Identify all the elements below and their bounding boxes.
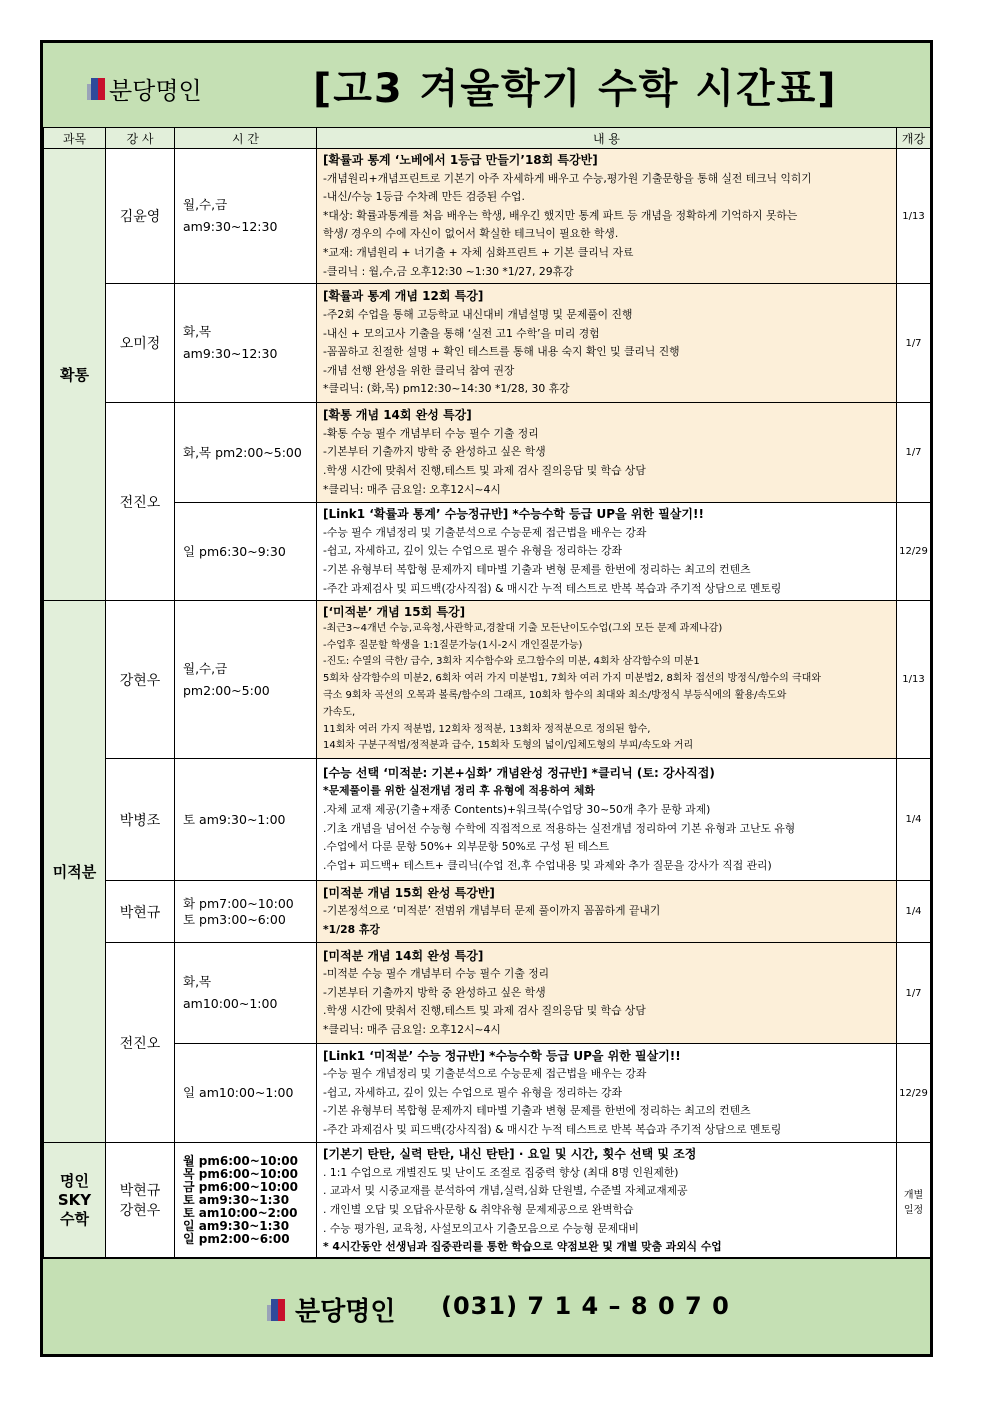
content-cell	[317, 503, 897, 601]
table-row	[44, 403, 931, 503]
table-row	[44, 1143, 931, 1260]
teacher-cell: 박현규 강현우	[106, 1143, 175, 1260]
footer-brand	[271, 1291, 395, 1328]
time-cell	[175, 943, 317, 1044]
time-line: 월,수,금	[183, 197, 228, 213]
phone-number: (031) 7 1 4 – 8 0 7 0	[441, 1292, 730, 1320]
content-line: *문제풀이를 위한 실전개념 정리 후 유형에 적용하여 체화	[323, 784, 595, 798]
content-line: -내신 + 모의고사 기출을 통해 ‘실전 고1 수학’을 미리 경험	[323, 326, 600, 340]
content-line: -기본정석으로 ‘미적분’ 전범위 개념부터 문제 풀이까지 꼼꼼하게 끝내기	[323, 904, 661, 918]
time-line: 월 pm6:00~10:00	[183, 1154, 298, 1169]
time-cell	[175, 601, 317, 759]
course-title: [확률과 통계 개념 12회 특강]	[323, 289, 484, 304]
content-cell	[317, 881, 897, 943]
content-line: -기본 유형부터 복합형 문제까지 테마별 기출과 변형 문제를 한번에 정리하는 최고의 컨텐츠	[323, 562, 751, 576]
course-title: [Link1 ‘미적분’ 수능 정규반] *수능수학 등급 UP을 위한 필살기!!	[323, 1048, 681, 1063]
open-date: 12/29	[897, 503, 931, 601]
footer	[43, 1257, 930, 1354]
course-title: [수능 선택 ‘미적분: 기본+심화’ 개념완성 정규반] *클리닉 (토: 강사직접)	[323, 765, 715, 780]
teacher-cell: 전진오	[106, 403, 175, 601]
content-line: 11회차 여러 가지 적분법, 12회차 정적분, 13회차 정적분으로 정의된 함수,	[323, 723, 651, 735]
content-line: -개념 선행 완성을 위한 클리닉 참여 권장	[323, 363, 515, 377]
col-teacher: 강 사	[106, 128, 175, 149]
content-line: -수능 필수 개념정리 및 기출분석으로 수능문제 접근법을 배우는 강좌	[323, 525, 647, 539]
course-title: [확률과 통계 ‘노베에서 1등급 만들기’18회 특강반]	[323, 153, 598, 167]
time-line: 화,목	[183, 974, 212, 990]
table-row	[44, 503, 931, 601]
footer-brand-name: 분당명인	[295, 1297, 396, 1327]
time-line: 목 pm6:00~10:00	[183, 1167, 298, 1182]
timetable-frame	[40, 40, 933, 1357]
content-cell	[317, 601, 897, 759]
content-line: -클리닉 : 월,수,금 오후12:30 ~1:30 *1/27, 29휴강	[323, 264, 574, 278]
time-line: 일 pm2:00~6:00	[183, 1232, 290, 1247]
time-line: 화,목	[183, 324, 212, 340]
content-line: .기초 개념을 넘어선 수능형 수학에 직접적으로 적용하는 실전개념 정리하여 기본 유형과 고난도 유형	[323, 821, 796, 835]
time-line: 토 am9:30~1:30	[183, 1193, 290, 1208]
table-row	[44, 1044, 931, 1143]
open-date: 1/7	[897, 943, 931, 1044]
brand-logo-icon	[271, 1299, 285, 1321]
content-line: -쉽고, 자세하고, 깊이 있는 수업으로 필수 유형을 정리하는 강좌	[323, 1085, 622, 1099]
content-line: 학생/ 경우의 수에 자신이 없어서 확실한 테크닉이 필요한 학생.	[323, 227, 619, 241]
content-line: -꼼꼼하고 친절한 설명 + 확인 테스트를 통해 내용 숙지 확인 및 클리닉 진행	[323, 345, 680, 359]
content-cell	[317, 403, 897, 503]
open-date: 1/7	[897, 403, 931, 503]
table-row	[44, 601, 931, 759]
time-cell	[175, 759, 317, 881]
time-cell	[175, 503, 317, 601]
col-content: 내 용	[317, 128, 897, 149]
content-line: *교재: 개념원리 + 너기출 + 자체 심화프린트 + 기본 클리닉 자료	[323, 245, 634, 259]
content-line: -기본 유형부터 복합형 문제까지 테마별 기출과 변형 문제를 한번에 정리하는 최고의 컨텐츠	[323, 1104, 751, 1118]
content-line: -주간 과제검사 및 피드백(강사직접) & 매시간 누적 테스트로 반복 복습과 주기적 상담으로 멘토링	[323, 1123, 782, 1137]
open-date: 1/4	[897, 881, 931, 943]
content-line: . 개인별 오답 및 오답유사문항 & 취약유형 문제제공으로 완벽학습	[323, 1202, 634, 1216]
content-cell	[317, 759, 897, 881]
content-line: -수업후 질문할 학생을 1:1질문가능(1시-2시 개인질문가능)	[323, 639, 583, 651]
content-line: -기본부터 기출까지 방학 중 완성하고 싶은 학생	[323, 445, 546, 459]
time-cell	[175, 149, 317, 284]
teacher-cell: 박현규	[106, 881, 175, 943]
content-line: -주간 과제검사 및 피드백(강사직접) & 매시간 누적 테스트로 반복 복습과 주기적 상담으로 멘토링	[323, 581, 782, 595]
subject-cell: 명인 SKY 수학	[44, 1143, 106, 1260]
content-line: *대상: 확률과통계를 처음 배우는 학생, 배우긴 했지만 통계 파트 등 개념을 정확하게 기억하지 못하는	[323, 208, 798, 222]
subject-cell: 미적분	[44, 601, 106, 1143]
content-line: .수업+ 피드백+ 테스트+ 클리닉(수업 전,후 수업내용 및 과제와 추가 질문을 강사가 직접 관리)	[323, 858, 772, 872]
table-row	[44, 759, 931, 881]
page-title: [고3 겨울학기 수학 시간표]	[313, 66, 838, 112]
content-line: -내신/수능 1등급 수차례 만든 검증된 수업.	[323, 190, 525, 204]
open-date: 1/7	[897, 284, 931, 403]
content-line: *클리닉: 매주 금요일: 오후12시~4시	[323, 1023, 501, 1037]
table-row	[44, 881, 931, 943]
content-cell	[317, 284, 897, 403]
table-row	[44, 149, 931, 284]
content-line: -쉽고, 자세하고, 깊이 있는 수업으로 필수 유형을 정리하는 강좌	[323, 544, 622, 558]
content-line: -미적분 수능 필수 개념부터 수능 필수 기출 정리	[323, 967, 550, 981]
content-line: -개념원리+개념프린트로 기본기 아주 자세하게 배우고 수능,평가원 기출문항을 통해 실전 테크닉 익히기	[323, 171, 812, 185]
content-line: -기본부터 기출까지 방학 중 완성하고 싶은 학생	[323, 985, 546, 999]
content-line: 5회차 삼각함수의 미분2, 6회차 여러 가지 미분법1, 7회차 여러 가지 미분법2, 8회차 접선의 방정식/함수의 극대와	[323, 673, 822, 685]
content-line: -최근3~4개년 수능,교육청,사관학교,경찰대 기출 모든난이도수업(그외 모든 문제 과제나감)	[323, 622, 723, 634]
time-line: 화 pm7:00~10:00	[183, 895, 294, 911]
time-cell	[175, 1143, 317, 1260]
time-line: pm2:00~5:00	[183, 682, 270, 698]
course-title: [‘미적분’ 개념 15회 특강]	[323, 605, 466, 620]
table-row	[44, 943, 931, 1044]
content-line: *클리닉: 매주 금요일: 오후12시~4시	[323, 482, 501, 496]
time-cell	[175, 284, 317, 403]
course-title: [미적분 개념 14회 완성 특강]	[323, 948, 484, 963]
time-line: am10:00~1:00	[183, 996, 278, 1012]
subject-cell: 확통	[44, 149, 106, 601]
content-line: . 수능 평가원, 교육청, 사설모의고사 기출모음으로 수능형 문제대비	[323, 1221, 639, 1235]
time-cell	[175, 1044, 317, 1143]
content-line: .자체 교재 제공(기출+재종 Contents)+워크북(수업당 30~50개 추가 문항 과제)	[323, 803, 711, 817]
open-date: 1/13	[897, 149, 931, 284]
content-line: -진도: 수열의 극한/ 급수, 3회차 지수함수와 로그함수의 미분, 4회차 삼각함수의 미분1	[323, 656, 700, 668]
table-row	[44, 284, 931, 403]
teacher-cell: 김윤영	[106, 149, 175, 284]
content-cell	[317, 943, 897, 1044]
open-date: 1/4	[897, 759, 931, 881]
open-date: 개별 일정	[897, 1143, 931, 1260]
teacher-cell: 전진오	[106, 943, 175, 1143]
time-line: 일 am10:00~1:00	[183, 1085, 294, 1101]
content-cell	[317, 1044, 897, 1143]
brand-name: 분당명인	[109, 77, 202, 105]
course-title: [확통 개념 14회 완성 특강]	[323, 408, 472, 423]
time-line: 일 pm6:30~9:30	[183, 543, 286, 559]
time-line: am9:30~12:30	[183, 219, 278, 235]
content-line: . 1:1 수업으로 개별진도 및 난이도 조절로 집중력 향상 (최대 8명 인원제한)	[323, 1165, 679, 1179]
brand	[91, 71, 202, 106]
teacher-cell: 오미정	[106, 284, 175, 403]
schedule-table	[43, 127, 931, 1260]
col-open: 개강	[897, 128, 931, 149]
course-title: [기본기 탄탄, 실력 탄탄, 내신 탄탄] · 요일 및 시간, 횟수 선택 및 조정	[323, 1147, 697, 1162]
brand-logo-icon	[91, 78, 105, 100]
time-line: 토 am9:30~1:00	[183, 811, 286, 827]
open-date: 1/13	[897, 601, 931, 759]
teacher-cell: 박병조	[106, 759, 175, 881]
col-subject: 과목	[44, 128, 106, 149]
content-line: -수능 필수 개념정리 및 기출분석으로 수능문제 접근법을 배우는 강좌	[323, 1067, 647, 1081]
time-line: 월,수,금	[183, 660, 228, 676]
content-line: .수업에서 다룬 문항 50%+ 외부문항 50%로 구성 된 테스트	[323, 840, 610, 854]
header	[43, 43, 930, 129]
content-cell	[317, 149, 897, 284]
teacher-cell: 강현우	[106, 601, 175, 759]
col-time: 시 간	[175, 128, 317, 149]
content-line: .학생 시간에 맞춰서 진행,테스트 및 과제 검사 질의응답 및 학습 상담	[323, 1004, 646, 1018]
time-line: 화,목 pm2:00~5:00	[183, 444, 302, 460]
time-cell	[175, 881, 317, 943]
content-line: -확통 수능 필수 개념부터 수능 필수 기출 정리	[323, 426, 539, 440]
time-cell	[175, 403, 317, 503]
content-line: * 4시간동안 선생님과 집중관리를 통한 학습으로 약점보완 및 개별 맞춤 과외식 수업	[323, 1240, 722, 1254]
open-date: 12/29	[897, 1044, 931, 1143]
content-line: 14회차 구분구적법/정적분과 급수, 15회차 도형의 넓이/입체도형의 부피/속도와 거리	[323, 740, 694, 752]
content-line: . 교과서 및 시중교재를 분석하여 개념,실력,심화 단원별, 수준별 자체교재제공	[323, 1184, 688, 1198]
course-title: [미적분 개념 15회 완성 특강반]	[323, 885, 495, 900]
content-line: 가속도,	[323, 706, 356, 718]
time-line: 토 pm3:00~6:00	[183, 911, 286, 927]
time-line: 일 am9:30~1:30	[183, 1219, 290, 1234]
course-title: [Link1 ‘확률과 통계’ 수능정규반] *수능수학 등급 UP을 위한 필살기!!	[323, 507, 704, 522]
content-line: -주2회 수업을 통해 고등학교 내신대비 개념설명 및 문제풀이 진행	[323, 307, 633, 321]
time-line: am9:30~12:30	[183, 346, 278, 362]
content-line: *1/28 휴강	[323, 922, 380, 936]
time-line: 토 am10:00~2:00	[183, 1206, 298, 1221]
content-line: .학생 시간에 맞춰서 진행,테스트 및 과제 검사 질의응답 및 학습 상담	[323, 463, 646, 477]
time-line: 금 pm6:00~10:00	[183, 1180, 298, 1195]
content-cell	[317, 1143, 897, 1260]
content-line: *클리닉: (화,목) pm12:30~14:30 *1/28, 30 휴강	[323, 382, 570, 396]
content-line: 극소 9회차 곡선의 오목과 볼록/함수의 그래프, 10회차 함수의 최대와 최소/방정식 부등식에의 활용/속도와	[323, 690, 787, 702]
